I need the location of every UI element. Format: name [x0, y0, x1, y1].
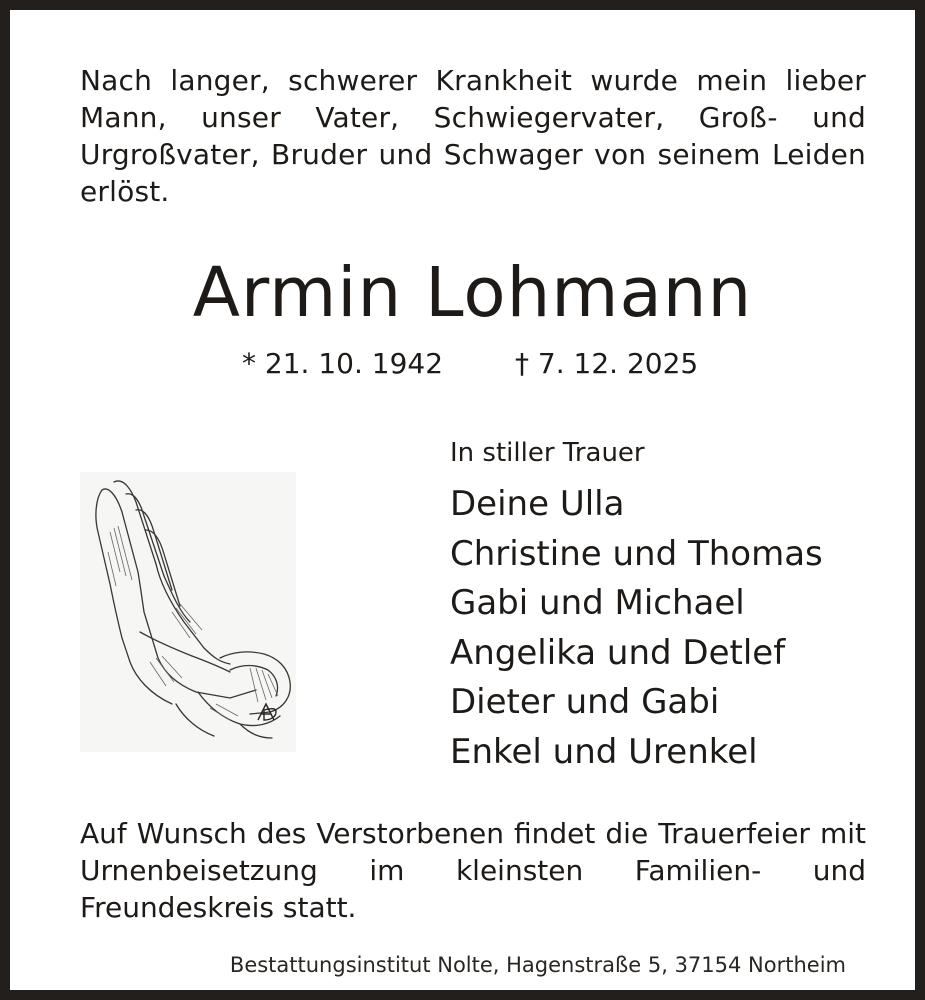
mourners-list: [450, 480, 823, 778]
mourner-name: Angelika und Detlef: [450, 632, 786, 673]
deceased-name: Armin Lohmann: [192, 253, 753, 333]
mourner-name: Dieter und Gabi: [450, 682, 720, 723]
birth-date: * 21. 10. 1942: [242, 347, 444, 380]
death-date: † 7. 12. 2025: [515, 347, 699, 380]
mourner-name: Christine und Thomas: [450, 533, 823, 574]
intro-text: Nach langer, schwerer Krankheit wurde mein lieber Mann, unser Vater, Schwiegervater, Groß- und Urgroßvater, Bruder und Schwager von seinem Leiden erlöst.: [80, 64, 866, 208]
mourner-name: Gabi und Michael: [450, 583, 745, 624]
mourning-heading: In stiller Trauer: [450, 438, 645, 468]
closing-text: Auf Wunsch des Verstorbenen findet die Trauerfeier mit Urnenbeisetzung im kleinsten Familien- und Freundeskreis statt.: [80, 817, 866, 924]
mourner-name: Enkel und Urenkel: [450, 731, 758, 772]
funeral-home: Bestattungsinstitut Nolte, Hagenstraße 5, 37154 Northeim: [229, 953, 846, 977]
praying-hands-icon: [80, 472, 296, 752]
mourner-name: Deine Ulla: [450, 484, 625, 524]
